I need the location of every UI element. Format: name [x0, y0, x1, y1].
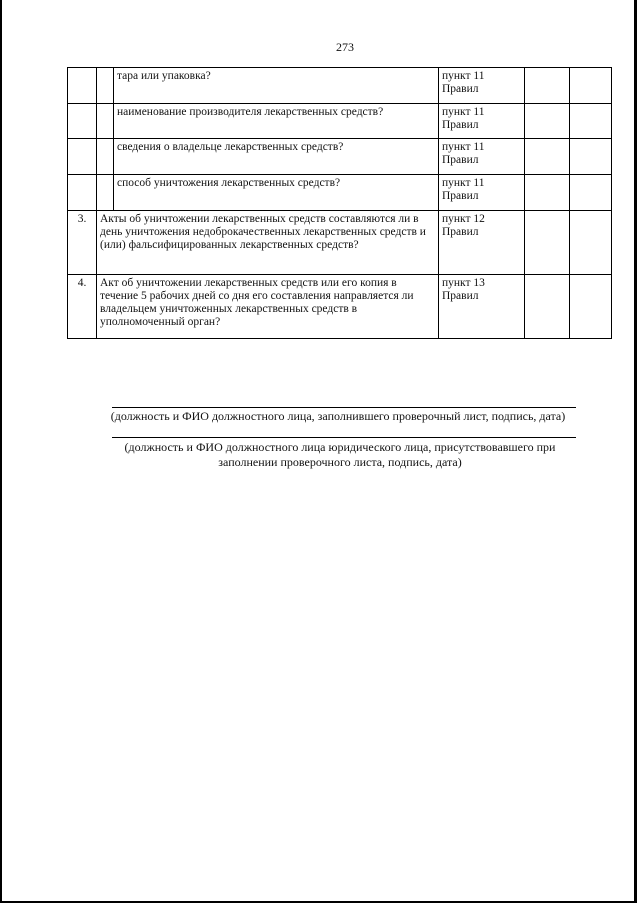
answer-no-cell[interactable] — [570, 211, 612, 275]
reference-cell: пункт 11 Правил — [439, 104, 525, 139]
answer-yes-cell[interactable] — [525, 68, 570, 104]
table-row — [68, 175, 612, 211]
answer-no-cell[interactable] — [570, 104, 612, 139]
answer-no-cell[interactable] — [570, 275, 612, 339]
answer-no-cell[interactable] — [570, 139, 612, 175]
row-number-cell — [68, 104, 97, 139]
reference-cell: пункт 11 Правил — [439, 139, 525, 175]
reference-cell: пункт 11 Правил — [439, 175, 525, 211]
reference-cell: пункт 12 Правил — [439, 211, 525, 275]
question-cell: Акт об уничтожении лекарственных средств или его копия в течение 5 рабочих дней со дня его составления направляется ли владельцем уничтоженных лекарственных средств в уполномоченный орган? — [97, 275, 439, 339]
indent-cell — [97, 139, 114, 175]
table-row — [68, 211, 612, 275]
table-row — [68, 104, 612, 139]
row-number-cell — [68, 139, 97, 175]
answer-no-cell[interactable] — [570, 175, 612, 211]
inspector-signature-caption: (должность и ФИО должностного лица, заполнившего проверочный лист, подпись, дата) — [110, 409, 566, 423]
indent-cell — [97, 104, 114, 139]
answer-no-cell[interactable] — [570, 68, 612, 104]
table-row — [68, 68, 612, 104]
entity-signature-line — [112, 437, 576, 438]
indent-cell — [97, 175, 114, 211]
question-cell: тара или упаковка? — [114, 68, 439, 104]
table-row — [68, 275, 612, 339]
checklist-table — [67, 67, 612, 339]
question-cell: сведения о владельце лекарственных средств? — [114, 139, 439, 175]
answer-yes-cell[interactable] — [525, 104, 570, 139]
reference-cell: пункт 13 Правил — [439, 275, 525, 339]
row-number-cell: 3. — [68, 211, 97, 275]
table-row — [68, 139, 612, 175]
question-cell: наименование производителя лекарственных средств? — [114, 104, 439, 139]
row-number-cell — [68, 175, 97, 211]
row-number-cell: 4. — [68, 275, 97, 339]
answer-yes-cell[interactable] — [525, 275, 570, 339]
inspector-signature-line — [112, 407, 576, 408]
row-number-cell — [68, 68, 97, 104]
indent-cell — [97, 68, 114, 104]
question-cell: Акты об уничтожении лекарственных средств составляются ли в день уничтожения недоброкачественных лекарственных средств и (или) фальсифицированных лекарственных средств? — [97, 211, 439, 275]
answer-yes-cell[interactable] — [525, 211, 570, 275]
reference-cell: пункт 11 Правил — [439, 68, 525, 104]
page-number: 273 — [336, 40, 354, 54]
answer-yes-cell[interactable] — [525, 139, 570, 175]
question-cell: способ уничтожения лекарственных средств? — [114, 175, 439, 211]
entity-signature-caption: (должность и ФИО должностного лица юридического лица, присутствовавшего при заполнении проверочного листа, подпись, дата) — [124, 440, 556, 469]
answer-yes-cell[interactable] — [525, 175, 570, 211]
